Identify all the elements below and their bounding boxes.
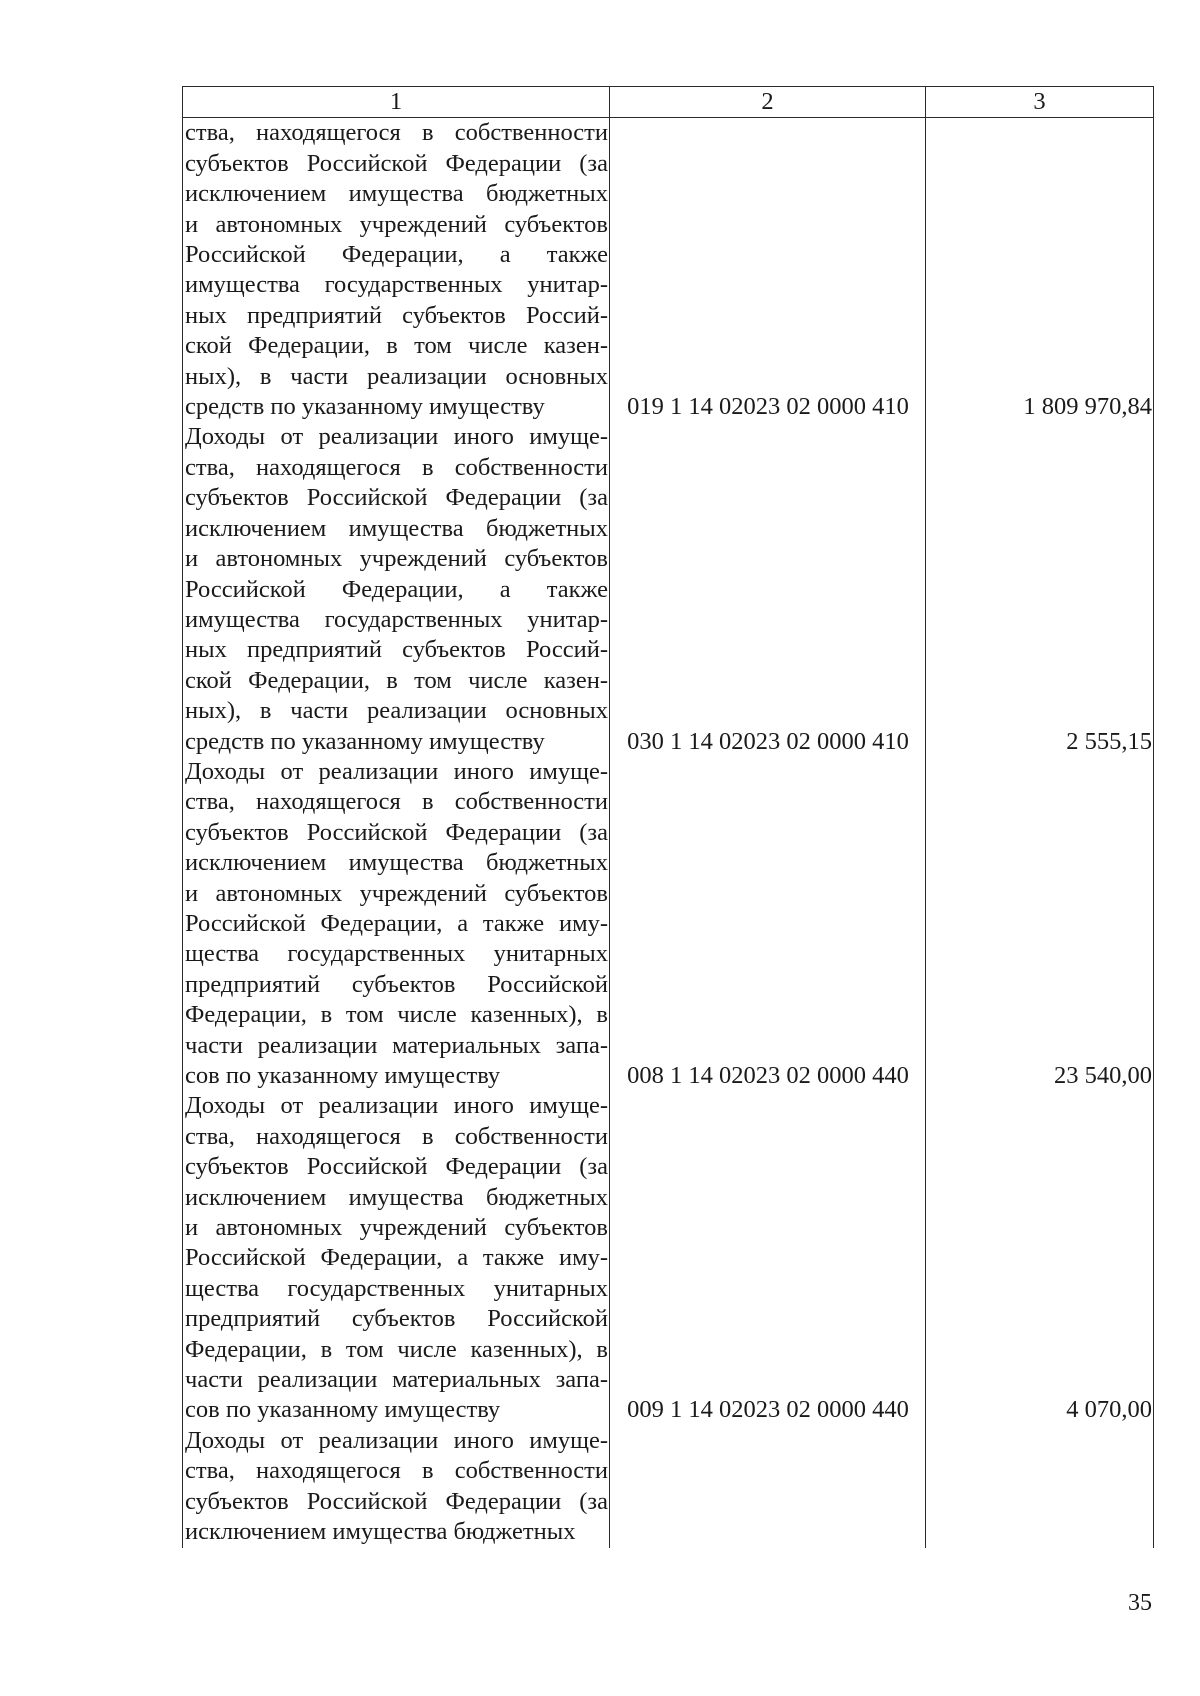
description-line: Доходы от реализации иного имуще- xyxy=(185,1426,608,1454)
description-line: щества государственных унитарных xyxy=(185,940,608,968)
revenue-description xyxy=(183,118,610,423)
description-line: Российской Федерации, а также иму- xyxy=(185,909,608,937)
description-line: щества государственных унитарных xyxy=(185,1274,608,1302)
description-line: ных предприятий субъектов Россий- xyxy=(185,636,608,664)
description-line: Российской Федерации, а также иму- xyxy=(185,1244,608,1272)
description-line: средств по указанному имуществу xyxy=(185,727,545,755)
description-line: и автономных учреждений субъектов xyxy=(185,1214,608,1242)
amount-value xyxy=(926,1426,1154,1548)
description-line: имущества государственных унитар- xyxy=(185,605,608,633)
description-line: ства, находящегося в собственности xyxy=(185,119,608,147)
description-line: части реализации материальных запа- xyxy=(185,1366,608,1394)
description-line: субъектов Российской Федерации (за xyxy=(185,484,608,512)
description-line: субъектов Российской Федерации (за xyxy=(185,1153,608,1181)
description-line: части реализации материальных запа- xyxy=(185,1031,608,1059)
description-line: исключением имущества бюджетных xyxy=(185,1518,576,1546)
table-row xyxy=(183,1426,1154,1548)
budget-table xyxy=(182,86,1154,1548)
column-header-2: 2 xyxy=(610,87,926,118)
description-line: исключением имущества бюджетных xyxy=(185,1183,608,1211)
revenue-description xyxy=(183,1426,610,1548)
budget-classification-code xyxy=(610,1426,926,1548)
description-line: ных), в части реализации основных xyxy=(185,362,608,390)
description-line: Российской Федерации, а также xyxy=(185,575,608,603)
description-line: сов по указанному имуществу xyxy=(185,1062,501,1089)
column-header-1: 1 xyxy=(183,87,610,118)
description-line: субъектов Российской Федерации (за xyxy=(185,1487,608,1515)
table-body xyxy=(183,118,1154,1548)
description-line: ных), в части реализации основных xyxy=(185,697,608,725)
description-line: средств по указанному имуществу xyxy=(185,393,545,421)
budget-classification-code: 009 1 14 02023 02 0000 440 xyxy=(610,1091,926,1425)
revenue-description xyxy=(183,1091,610,1425)
budget-classification-code: 008 1 14 02023 02 0000 440 xyxy=(610,757,926,1091)
amount-value: 1 809 970,84 xyxy=(926,118,1154,423)
table-row xyxy=(183,757,1154,1091)
description-line: ской Федерации, в том числе казен- xyxy=(185,332,608,360)
description-line: и автономных учреждений субъектов xyxy=(185,879,608,907)
description-line: субъектов Российской Федерации (за xyxy=(185,149,608,177)
description-line: ства, находящегося в собственности xyxy=(185,453,608,481)
description-line: ства, находящегося в собственности xyxy=(185,1122,608,1150)
table-row xyxy=(183,118,1154,423)
description-line: Доходы от реализации иного имуще- xyxy=(185,1092,608,1120)
description-line: ства, находящегося в собственности xyxy=(185,1457,608,1485)
description-line: Федерации, в том числе казенных), в xyxy=(185,1001,608,1029)
description-line: и автономных учреждений субъектов xyxy=(185,210,608,238)
table-header xyxy=(183,87,1154,118)
header-row xyxy=(183,87,1154,118)
amount-value: 4 070,00 xyxy=(926,1091,1154,1425)
description-line: сов по указанному имуществу xyxy=(185,1396,501,1424)
description-line: субъектов Российской Федерации (за xyxy=(185,818,608,846)
column-header-3: 3 xyxy=(926,87,1154,118)
description-line: Доходы от реализации иного имуще- xyxy=(185,423,608,451)
description-line: Доходы от реализации иного имуще- xyxy=(185,757,608,785)
description-line: предприятий субъектов Российской xyxy=(185,970,608,998)
budget-classification-code: 030 1 14 02023 02 0000 410 xyxy=(610,422,926,756)
description-line: Федерации, в том числе казенных), в xyxy=(185,1335,608,1363)
description-line: Российской Федерации, а также xyxy=(185,241,608,269)
description-line: и автономных учреждений субъектов xyxy=(185,545,608,573)
description-line: предприятий субъектов Российской xyxy=(185,1305,608,1333)
description-line: исключением имущества бюджетных xyxy=(185,849,608,877)
revenue-description xyxy=(183,422,610,756)
table-row xyxy=(183,1091,1154,1425)
page-number: 35 xyxy=(1128,1590,1152,1616)
table-row xyxy=(183,422,1154,756)
description-line: имущества государственных унитар- xyxy=(185,271,608,299)
revenue-description xyxy=(183,757,610,1091)
description-line: ской Федерации, в том числе казен- xyxy=(185,666,608,694)
amount-value: 23 540,00 xyxy=(926,757,1154,1091)
description-line: ства, находящегося в собственности xyxy=(185,788,608,816)
description-line: ных предприятий субъектов Россий- xyxy=(185,301,608,329)
budget-classification-code: 019 1 14 02023 02 0000 410 xyxy=(610,118,926,423)
description-line: исключением имущества бюджетных xyxy=(185,180,608,208)
amount-value: 2 555,15 xyxy=(926,422,1154,756)
description-line: исключением имущества бюджетных xyxy=(185,514,608,542)
